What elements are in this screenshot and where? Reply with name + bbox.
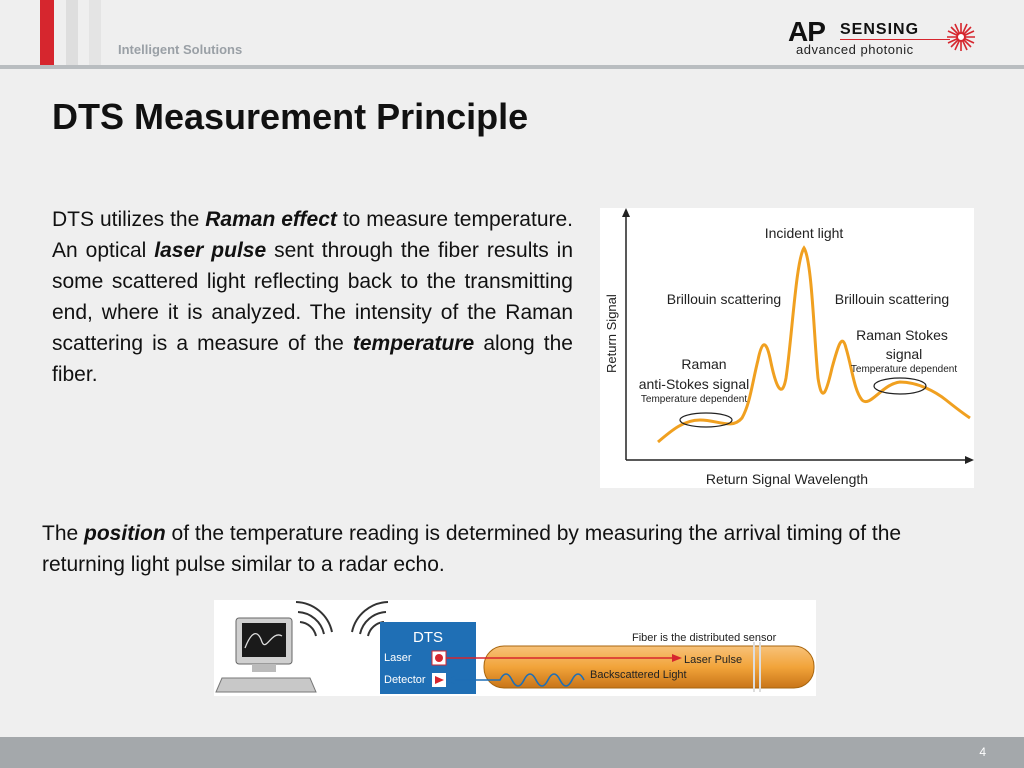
raman-antistokes-label: Raman [681, 356, 727, 372]
backscattered-label: Backscattered Light [590, 669, 687, 681]
computer-icon [216, 618, 316, 692]
laser-star-icon [946, 22, 976, 52]
text-run: to measure temperature. An optical [52, 208, 574, 262]
intro-paragraph [52, 204, 573, 390]
company-logo [788, 18, 988, 62]
y-axis-arrow [622, 208, 630, 217]
header-divider [0, 65, 1024, 69]
page-number: 4 [979, 745, 986, 759]
dts-system-diagram [214, 600, 816, 696]
emphasis-raman-effect: Raman effect [205, 208, 337, 231]
dts-unit-label: DTS [413, 629, 443, 646]
raman-spectrum-graph [600, 208, 974, 488]
text-run: The [42, 522, 85, 545]
text-run: sent through the fiber results in some scattered light reflecting back to the transmitting end, where it is analyzed. The intensity of the Raman scattering is a measure of the [52, 239, 573, 355]
laser-pulse-label: Laser Pulse [684, 654, 743, 666]
accent-bar-gray [66, 0, 78, 66]
laser-label: Laser [384, 652, 412, 664]
emphasis-temperature: temperature [352, 332, 475, 355]
footer [0, 737, 1024, 768]
tagline: Intelligent Solutions [118, 42, 243, 57]
logo-subtitle: advanced photonic [796, 42, 914, 57]
x-axis-arrow [965, 456, 974, 464]
y-axis-label: Return Signal [604, 294, 619, 373]
fiber-cable [484, 646, 814, 688]
signal-waves-icon [296, 602, 388, 636]
accent-bar-gray [89, 0, 101, 66]
text-run: along the fiber. [52, 332, 573, 386]
position-paragraph [42, 518, 982, 580]
emphasis-laser-pulse: laser pulse [154, 239, 267, 262]
brillouin-right-label: Brillouin scattering [834, 291, 950, 307]
accent-bar-red [40, 0, 54, 66]
raman-stokes-label: Raman Stokes [856, 327, 948, 343]
raman-antistokes-label: anti-Stokes signal [638, 376, 750, 392]
incident-light-label: Incident light [764, 225, 844, 241]
page-title: DTS Measurement Principle [52, 96, 529, 137]
raman-stokes-note: Temperature dependent [850, 364, 958, 375]
text-run: of the temperature reading is determined by measuring the arrival timing of the returning light pulse similar to a radar echo. [42, 522, 902, 576]
header [0, 0, 1024, 68]
logo-sensing: SENSING [840, 21, 920, 38]
brillouin-left-label: Brillouin scattering [666, 291, 782, 307]
laser-indicator-dot [435, 654, 443, 662]
text-run: DTS utilizes the [52, 208, 206, 231]
raman-stokes-label: signal [885, 346, 923, 362]
x-axis-label: Return Signal Wavelength [705, 471, 869, 487]
logo-ap: AP [788, 16, 825, 47]
fiber-sensor-label: Fiber is the distributed sensor [632, 632, 777, 644]
emphasis-position: position [84, 522, 166, 545]
raman-antistokes-note: Temperature dependent [640, 394, 748, 405]
detector-label: Detector [384, 674, 426, 686]
logo-rule [840, 39, 950, 40]
